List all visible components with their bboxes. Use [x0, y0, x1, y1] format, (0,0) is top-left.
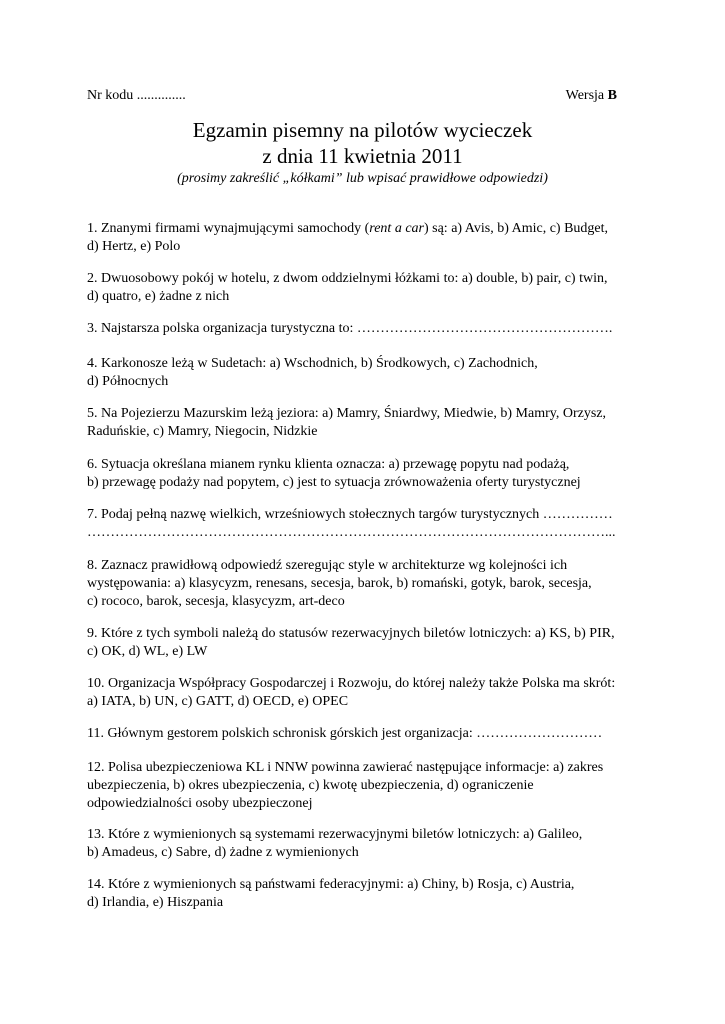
version-prefix: Wersja: [565, 88, 608, 103]
question-line: d) Północnych: [87, 374, 169, 389]
question-line: c) rococo, barok, secesja, klasycyzm, art-deco: [87, 594, 345, 609]
exam-date: z dnia 11 kwietnia 2011: [262, 144, 463, 168]
question-line: d) quatro, e) żadne z nich: [87, 289, 230, 304]
exam-title: Egzamin pisemny na pilotów wycieczek: [192, 118, 533, 142]
question-line: 1. Znanymi firmami wynajmującymi samochody (rent a car) są: a) Avis, b) Amic, c) Budget,: [87, 221, 609, 236]
question-line: ubezpieczenia, b) okres ubezpieczenia, c) kwotę ubezpieczenia, d) ograniczenie: [87, 778, 534, 793]
question-line: 6. Sytuacja określana mianem rynku klienta oznacza: a) przewagę popytu nad podażą,: [87, 457, 570, 472]
question-12: [87, 759, 652, 813]
answer-dotted-line: …………………………………………………………………………………………………...: [87, 525, 616, 540]
question-line: 9. Które z tych symboli należą do statusów rezerwacyjnych biletów lotniczych: a) KS, b) PIR,: [87, 626, 615, 641]
question-line: c) OK, d) WL, e) LW: [87, 644, 208, 659]
question-line: 7. Podaj pełną nazwę wielkich, wrześniowych stołecznych targów turystycznych ……………: [87, 507, 613, 522]
question-line: 8. Zaznacz prawidłową odpowiedź szeregując style w architekturze wg kolejności ich: [87, 558, 568, 573]
question-line: 11. Głównym gestorem polskich schronisk górskich jest organizacja: ………………………: [87, 726, 603, 741]
question-line: 2. Dwuosobowy pokój w hotelu, z dwom oddzielnymi łóżkami to: a) double, b) pair, c) twin,: [87, 271, 608, 286]
question-7: [87, 506, 652, 542]
code-number-label: Nr kodu ..............: [87, 88, 186, 103]
question-10: [87, 675, 652, 711]
question-1: [87, 220, 652, 256]
question-line: d) Hertz, e) Polo: [87, 239, 181, 254]
rent-a-car-term: rent a car: [369, 221, 424, 236]
question-5: [87, 405, 652, 441]
question-14: [87, 876, 652, 912]
question-8: [87, 557, 652, 611]
question-line: a) IATA, b) UN, c) GATT, d) OECD, e) OPEC: [87, 694, 349, 709]
version-label: [566, 88, 617, 104]
question-line: występowania: a) klasycyzm, renesans, secesja, barok, b) romański, gotyk, barok, secesja,: [87, 576, 592, 591]
question-line: 10. Organizacja Współpracy Gospodarczej i Rozwoju, do której należy także Polska ma skrót:: [87, 676, 616, 691]
question-line: 12. Polisa ubezpieczeniowa KL i NNW powinna zawierać następujące informacje: a) zakres: [87, 760, 604, 775]
question-line: 4. Karkonosze leżą w Sudetach: a) Wschodnich, b) Środkowych, c) Zachodnich,: [87, 356, 538, 371]
question-line: 14. Które z wymienionych są państwami federacyjnymi: a) Chiny, b) Rosja, c) Austria,: [87, 877, 575, 892]
question-4: [87, 355, 652, 391]
question-6: [87, 456, 652, 492]
question-line: b) Amadeus, c) Sabre, d) żadne z wymienionych: [87, 845, 359, 860]
version-letter: B: [607, 88, 617, 103]
question-line: Raduńskie, c) Mamry, Niegocin, Nidzkie: [87, 424, 318, 439]
question-line: odpowiedzialności osoby ubezpieczonej: [87, 796, 313, 811]
question-9: [87, 625, 652, 661]
question-line: 5. Na Pojezierzu Mazurskim leżą jeziora: a) Mamry, Śniardwy, Miedwie, b) Mamry, Orzysz,: [87, 406, 606, 421]
exam-instructions: (prosimy zakreślić „kółkami” lub wpisać prawidłowe odpowiedzi): [177, 171, 548, 186]
question-13: [87, 826, 652, 862]
question-3: [87, 320, 652, 338]
question-11: [87, 725, 652, 743]
question-line: b) przewagę podaży nad popytem, c) jest to sytuacja zrównoważenia oferty turystycznej: [87, 475, 581, 490]
question-line: d) Irlandia, e) Hiszpania: [87, 895, 224, 910]
question-line: 13. Które z wymienionych są systemami rezerwacyjnymi biletów lotniczych: a) Galileo,: [87, 827, 583, 842]
question-line: 3. Najstarsza polska organizacja turystyczna to: ……………………………………………….: [87, 321, 613, 336]
question-2: [87, 270, 652, 306]
